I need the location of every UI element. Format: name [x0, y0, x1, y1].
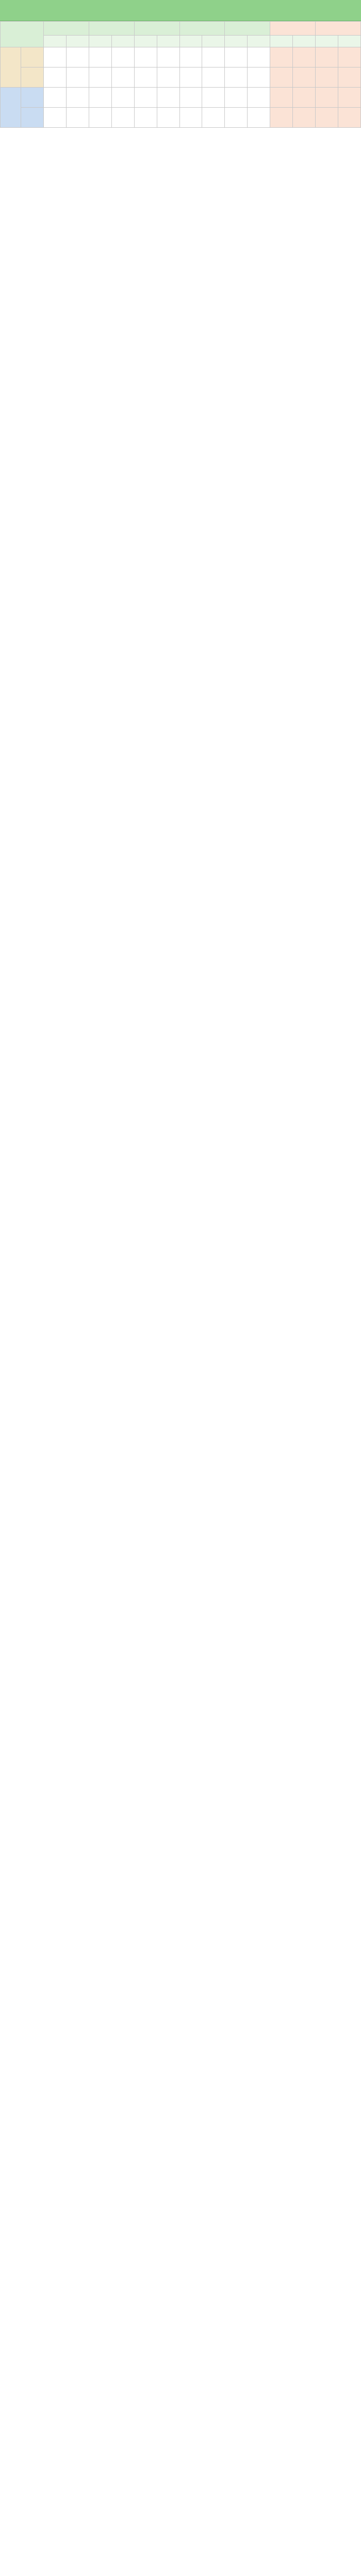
- session-pm-header: [248, 36, 270, 47]
- session-pm-header: [338, 36, 360, 47]
- doctor-cell: [66, 67, 89, 88]
- dept-label: [21, 88, 44, 108]
- schedule-row: [1, 108, 361, 128]
- doctor-cell: [338, 108, 360, 128]
- doctor-cell: [157, 88, 179, 108]
- doctor-cell: [202, 47, 225, 67]
- corner-label: [1, 22, 44, 47]
- session-am-header: [134, 36, 157, 47]
- doctor-cell: [316, 88, 338, 108]
- day-header: [44, 22, 89, 36]
- doctor-cell: [89, 108, 111, 128]
- doctor-cell: [316, 67, 338, 88]
- schedule-row: [1, 67, 361, 88]
- doctor-cell: [134, 108, 157, 128]
- doctor-cell: [293, 47, 316, 67]
- doctor-cell: [111, 88, 134, 108]
- schedule-table: [0, 21, 361, 128]
- day-header: [225, 22, 270, 36]
- doctor-cell: [293, 108, 316, 128]
- day-header: [134, 22, 179, 36]
- doctor-cell: [44, 67, 67, 88]
- schedule-row: [1, 88, 361, 108]
- doctor-cell: [225, 67, 248, 88]
- doctor-cell: [270, 47, 293, 67]
- session-am-header: [179, 36, 202, 47]
- dept-label: [21, 108, 44, 128]
- doctor-cell: [338, 88, 360, 108]
- doctor-cell: [270, 108, 293, 128]
- doctor-cell: [225, 47, 248, 67]
- doctor-cell: [202, 67, 225, 88]
- schedule-body: [1, 47, 361, 128]
- schedule-header: [1, 22, 361, 47]
- day-header: [270, 22, 316, 36]
- doctor-cell: [89, 88, 111, 108]
- dept-label: [21, 47, 44, 67]
- doctor-cell: [89, 67, 111, 88]
- doctor-cell: [293, 67, 316, 88]
- doctor-cell: [248, 88, 270, 108]
- session-am-header: [270, 36, 293, 47]
- session-am-header: [225, 36, 248, 47]
- doctor-cell: [202, 88, 225, 108]
- session-pm-header: [111, 36, 134, 47]
- doctor-cell: [111, 108, 134, 128]
- doctor-cell: [157, 67, 179, 88]
- doctor-cell: [89, 47, 111, 67]
- doctor-cell: [111, 67, 134, 88]
- doctor-cell: [44, 47, 67, 67]
- doctor-cell: [179, 67, 202, 88]
- doctor-cell: [293, 88, 316, 108]
- session-pm-header: [157, 36, 179, 47]
- doctor-cell: [316, 47, 338, 67]
- doctor-cell: [225, 108, 248, 128]
- session-am-header: [316, 36, 338, 47]
- schedule-row: [1, 47, 361, 67]
- doctor-cell: [270, 67, 293, 88]
- session-pm-header: [66, 36, 89, 47]
- doctor-cell: [66, 47, 89, 67]
- doctor-cell: [179, 88, 202, 108]
- session-am-header: [44, 36, 67, 47]
- day-header: [179, 22, 225, 36]
- doctor-cell: [248, 47, 270, 67]
- group-label: [1, 88, 21, 128]
- doctor-cell: [248, 108, 270, 128]
- doctor-cell: [225, 88, 248, 108]
- doctor-cell: [179, 47, 202, 67]
- doctor-cell: [44, 88, 67, 108]
- day-header: [89, 22, 134, 36]
- doctor-cell: [157, 47, 179, 67]
- dept-label: [21, 67, 44, 88]
- doctor-cell: [66, 108, 89, 128]
- doctor-cell: [248, 67, 270, 88]
- doctor-cell: [338, 67, 360, 88]
- doctor-cell: [316, 108, 338, 128]
- doctor-cell: [111, 47, 134, 67]
- doctor-cell: [134, 47, 157, 67]
- session-am-header: [89, 36, 111, 47]
- doctor-cell: [202, 108, 225, 128]
- doctor-cell: [270, 88, 293, 108]
- doctor-cell: [338, 47, 360, 67]
- page-title: [0, 0, 361, 21]
- group-label: [1, 47, 21, 88]
- session-pm-header: [202, 36, 225, 47]
- day-header: [316, 22, 361, 36]
- doctor-cell: [44, 108, 67, 128]
- doctor-cell: [66, 88, 89, 108]
- session-pm-header: [293, 36, 316, 47]
- doctor-cell: [157, 108, 179, 128]
- doctor-cell: [134, 67, 157, 88]
- doctor-cell: [134, 88, 157, 108]
- doctor-cell: [179, 108, 202, 128]
